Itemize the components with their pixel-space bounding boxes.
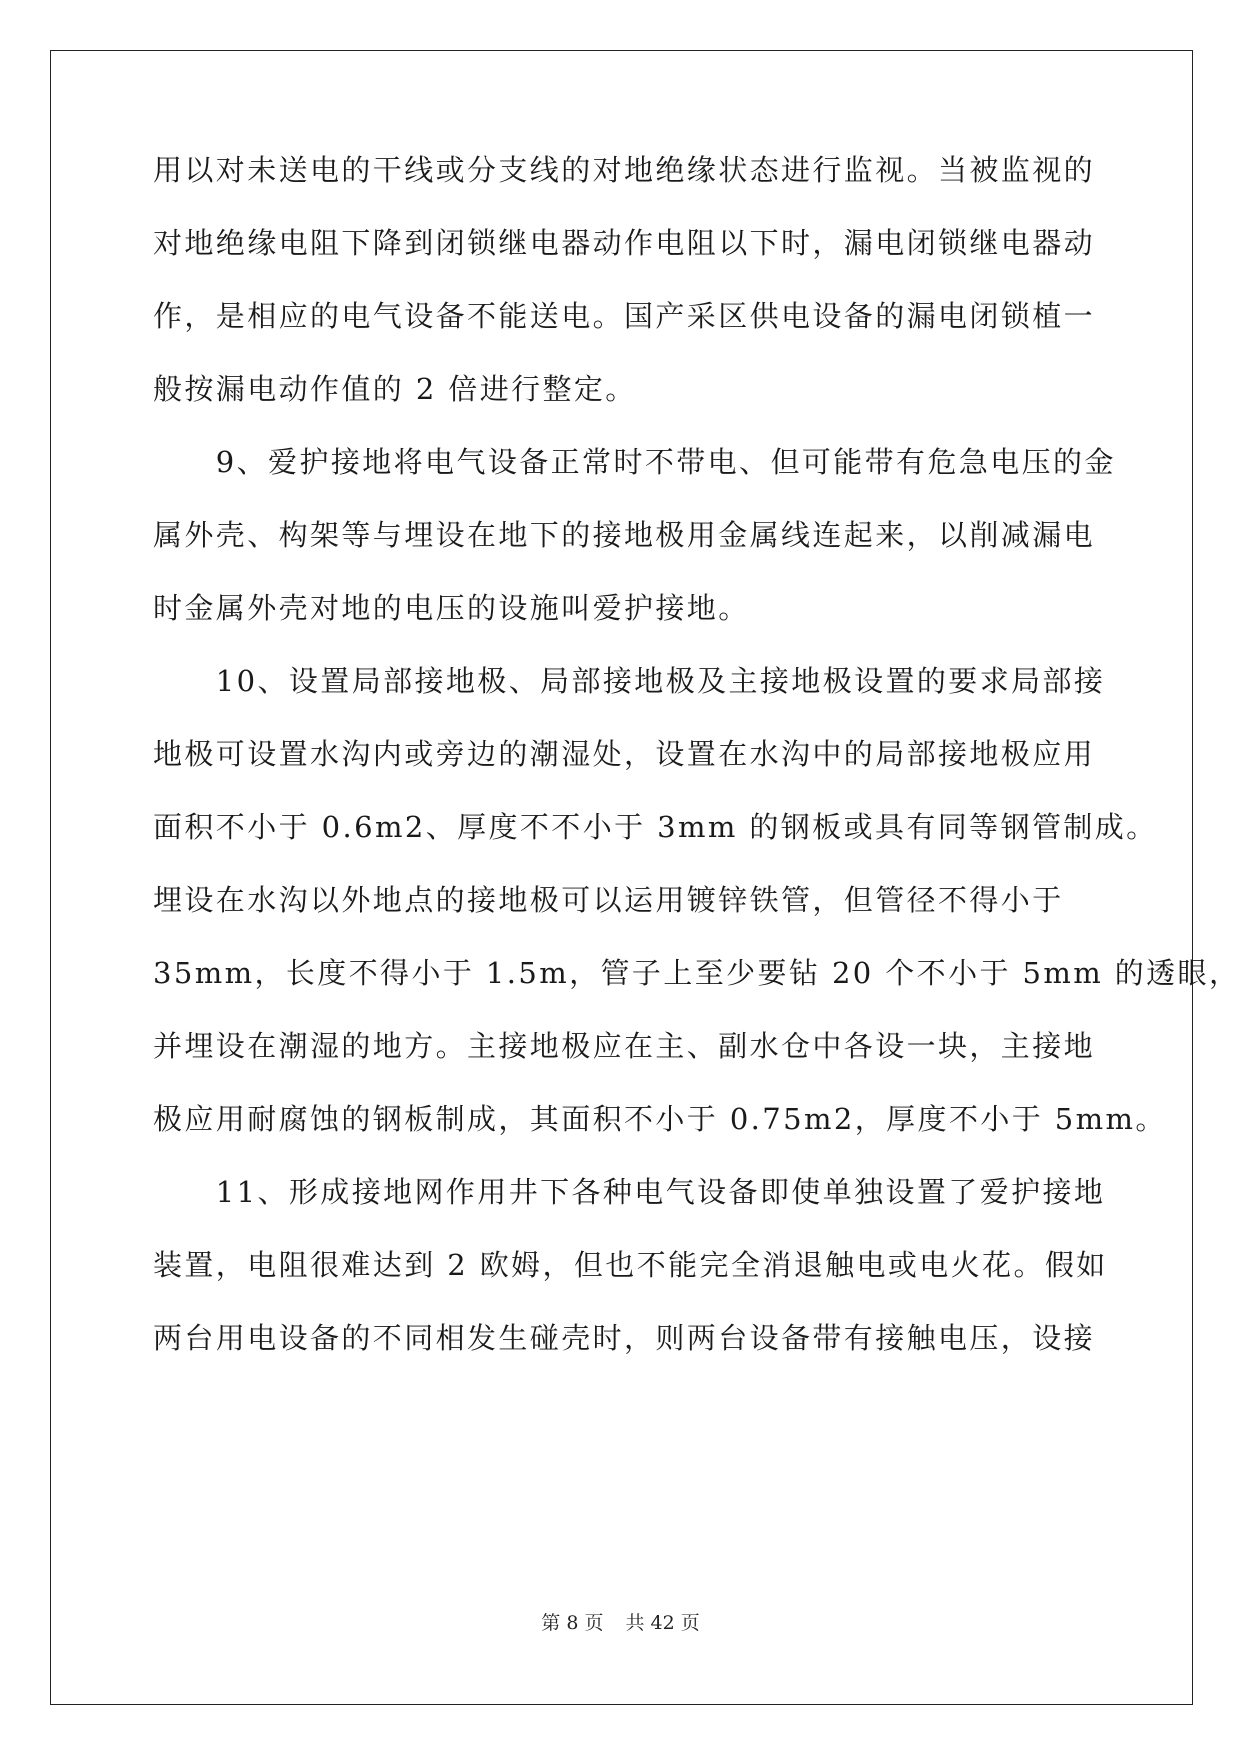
text-line: 35mm，长度不得小于 1.5m，管子上至少要钻 20 个不小于 5mm 的透眼， xyxy=(153,956,1241,990)
text-line: 埋设在水沟以外地点的接地极可以运用镀锌铁管，但管径不得小于 xyxy=(153,883,1064,917)
text-line: 用以对未送电的干线或分支线的对地绝缘状态进行监视。当被监视的 xyxy=(153,153,1096,187)
text-line: 并埋设在潮湿的地方。主接地极应在主、副水仓中各设一块，主接地 xyxy=(153,1029,1096,1063)
text-line: 面积不小于 0.6m2、厚度不不小于 3mm 的钢板或具有同等钢管制成。 xyxy=(153,810,1158,844)
text-line: 地极可设置水沟内或旁边的潮湿处，设置在水沟中的局部接地极应用 xyxy=(153,737,1096,771)
page-number: 第 8 页 xyxy=(541,1612,604,1634)
page-footer xyxy=(0,1610,1241,1636)
text-line: 般按漏电动作值的 2 倍进行整定。 xyxy=(153,372,637,406)
text-line: 11、形成接地网作用井下各种电气设备即使单独设置了爱护接地 xyxy=(153,1175,1106,1209)
text-line: 两台用电设备的不同相发生碰壳时，则两台设备带有接触电压，设接 xyxy=(153,1321,1096,1355)
page-total: 共 42 页 xyxy=(625,1612,700,1634)
text-line: 属外壳、构架等与埋设在地下的接地极用金属线连起来，以削减漏电 xyxy=(153,518,1096,552)
text-line: 对地绝缘电阻下降到闭锁继电器动作电阻以下时，漏电闭锁继电器动 xyxy=(153,226,1096,260)
text-line: 10、设置局部接地极、局部接地极及主接地极设置的要求局部接 xyxy=(153,664,1106,698)
text-line: 作，是相应的电气设备不能送电。国产采区供电设备的漏电闭锁植一 xyxy=(153,299,1096,333)
text-line: 极应用耐腐蚀的钢板制成，其面积不小于 0.75m2，厚度不小于 5mm。 xyxy=(153,1102,1167,1136)
text-line: 装置，电阻很难达到 2 欧姆，但也不能完全消退触电或电火花。假如 xyxy=(153,1248,1108,1282)
text-line: 时金属外壳对地的电压的设施叫爱护接地。 xyxy=(153,591,750,625)
text-line: 9、爱护接地将电气设备正常时不带电、但可能带有危急电压的金 xyxy=(153,445,1116,479)
